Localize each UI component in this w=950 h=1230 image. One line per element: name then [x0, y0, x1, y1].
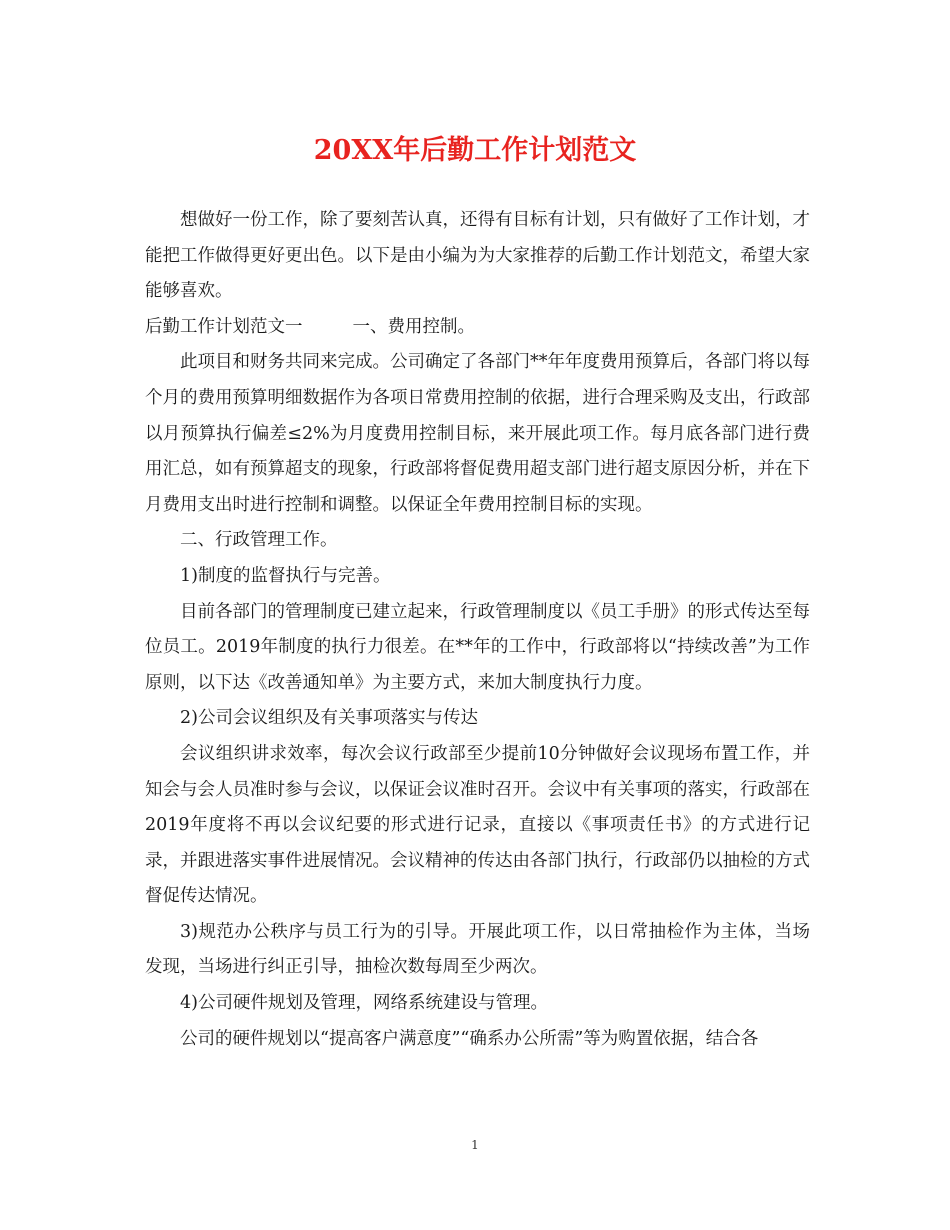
page-number: 1 — [471, 1138, 479, 1152]
document-body — [145, 203, 810, 1057]
heading-item-2: 2)公司会议组织及有关事项落实与传达 — [180, 708, 478, 729]
paragraph-cost-control: 此项目和财务共同来完成。公司确定了各部门**年年度费用预算后，各部门将以每个月的费用预算明细数据作为各项日常费用控制的依据，进行合理采购及支出，行政部以月预算执行偏差≤2%为月度费用控制目标，来开展此项工作。每月底各部门进行费用汇总，如有预算超支的现象，行政部将督促费用超支部门进行超支原因分析，并在下月费用支出时进行控制和调整。以保证全年费用控制目标的实现。 — [145, 352, 810, 515]
section-heading-line — [145, 310, 810, 346]
heading-item-1: 1)制度的监督执行与完善。 — [180, 565, 391, 586]
section-heading-subtitle: 一、费用控制。 — [352, 316, 475, 337]
document-title: 20XX年后勤工作计划范文 — [313, 135, 637, 166]
heading-item-4: 4)公司硬件规划及管理，网络系统建设与管理。 — [180, 993, 548, 1014]
paragraph-item-3: 3)规范办公秩序与员工行为的引导。开展此项工作，以日常抽检作为主体，当场发现，当场进行纠正引导，抽检次数每周至少两次。 — [145, 921, 810, 978]
section-heading-label: 后勤工作计划范文一 — [145, 316, 303, 337]
heading-admin-management: 二、行政管理工作。 — [180, 530, 338, 551]
paragraph-intro: 想做好一份工作，除了要刻苦认真，还得有目标有计划，只有做好了工作计划，才能把工作做得更好更出色。以下是由小编为为大家推荐的后勤工作计划范文，希望大家能够喜欢。 — [145, 210, 810, 302]
paragraph-meetings: 会议组织讲求效率，每次会议行政部至少提前10分钟做好会议现场布置工作，并知会与会人员准时参与会议，以保证会议准时召开。会议中有关事项的落实，行政部在2019年度将不再以会议纪要的形式进行记录，直接以《事项责任书》的方式进行记录，并跟进落实事件进展情况。会议精神的传达由各部门执行，行政部仍以抽检的方式督促传达情况。 — [145, 743, 810, 907]
paragraph-rules: 目前各部门的管理制度已建立起来，行政管理制度以《员工手册》的形式传达至每位员工。2019年制度的执行力很差。在**年的工作中，行政部将以“持续改善”为工作原则，以下达《改善通知单》为主要方式，来加大制度执行力度。 — [145, 601, 810, 693]
paragraph-hardware: 公司的硬件规划以“提高客户满意度”“确系办公所需”等为购置依据，结合各 — [180, 1028, 759, 1049]
